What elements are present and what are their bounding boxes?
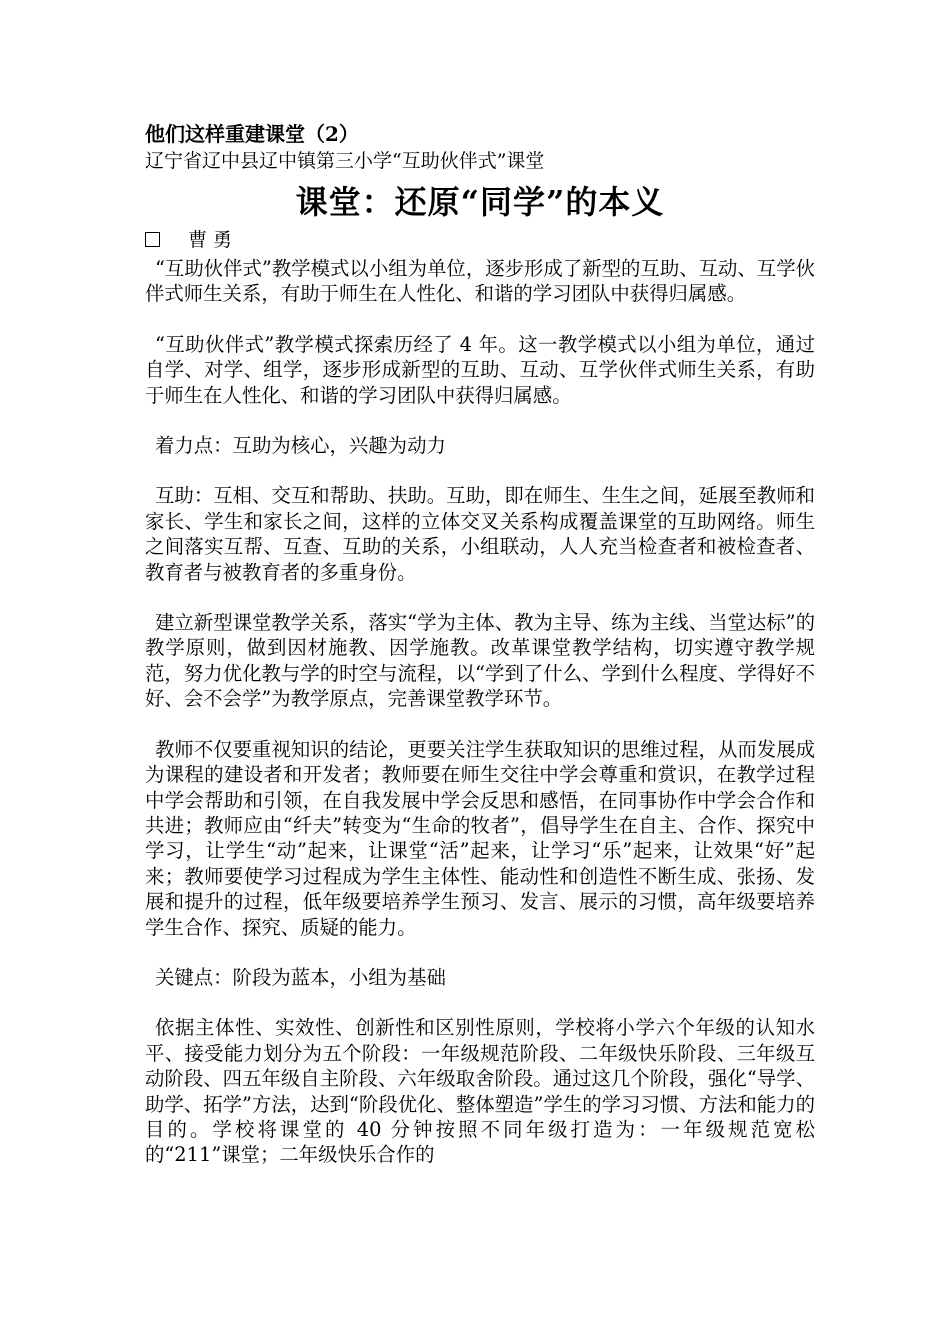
- series-title: 他们这样重建课堂（2）: [145, 122, 359, 146]
- byline: [145, 228, 815, 252]
- article-title: 课堂：还原“同学”的本义: [295, 183, 665, 221]
- paragraph-5: 教师不仅要重视知识的结论，更要关注学生获取知识的思维过程，从而发展成为课程的建设者和开发者；教师要在师生交往中学会尊重和赏识，在教学过程中学会帮助和引领，在自我发展中学会反思和感悟，在同事协作中学会合作和共进；教师应由“纤夫”转变为“生命的牧者”，倡导学生在自主、合作、探究中学习，让学生“动”起来，让课堂“活”起来，让学习“乐”起来，让效果“好”起来；教师要使学习过程成为学生主体性、能动性和创造性不断生成、张扬、发展和提升的过程，低年级要培养学生预习、发言、展示的习惯，高年级要培养学生合作、探究、质疑的能力。: [145, 737, 815, 939]
- square-icon: [145, 232, 160, 247]
- paragraph-1: “互助伙伴式”教学模式以小组为单位，逐步形成了新型的互助、互动、互学伙伴式师生关系，有助于师生在人性化、和谐的学习团队中获得归属感。: [145, 257, 815, 306]
- section-heading-focus: 着力点：互助为核心，兴趣为动力: [155, 434, 446, 458]
- paragraph-3: 互助：互相、交互和帮助、扶助。互助，即在师生、生生之间，延展至教师和家长、学生和家长之间，这样的立体交叉关系构成覆盖课堂的互助网络。师生之间落实互帮、互查、互助的关系，小组联动，人人充当检查者和被检查者、教育者与被教育者的多重身份。: [145, 484, 815, 584]
- article-subtitle: 辽宁省辽中县辽中镇第三小学“互助伙伴式”课堂: [145, 150, 545, 172]
- document-page: [145, 120, 815, 1193]
- paragraph-4: 建立新型课堂教学关系，落实“学为主体、教为主导、练为主线、当堂达标”的教学原则，做到因材施教、因学施教。改革课堂教学结构，切实遵守教学规范，努力优化教与学的时空与流程，以“学到了什么、学到什么程度、学得好不好、会不会学”为教学原点，完善课堂教学环节。: [145, 611, 815, 711]
- author-name: 曹 勇: [188, 229, 233, 251]
- paragraph-2: “互助伙伴式”教学模式探索历经了 4 年。这一教学模式以小组为单位，通过自学、对学、组学，逐步形成新型的互助、互动、互学伙伴式师生关系，有助于师生在人性化、和谐的学习团队中获得归属感。: [145, 332, 815, 407]
- paragraph-6: 依据主体性、实效性、创新性和区别性原则，学校将小学六个年级的认知水平、接受能力划分为五个阶段：一年级规范阶段、二年级快乐阶段、三年级互动阶段、四五年级自主阶段、六年级取舍阶段。通过这几个阶段，强化“导学、助学、拓学”方法，达到“阶段优化、整体塑造”学生的学习习惯、方法和能力的目的。学校将课堂的 40 分钟按照不同年级打造为：一年级规范宽松的“211”课堂；二年级快乐合作的: [145, 1016, 815, 1167]
- section-heading-key: 关键点：阶段为蓝本，小组为基础: [155, 965, 446, 989]
